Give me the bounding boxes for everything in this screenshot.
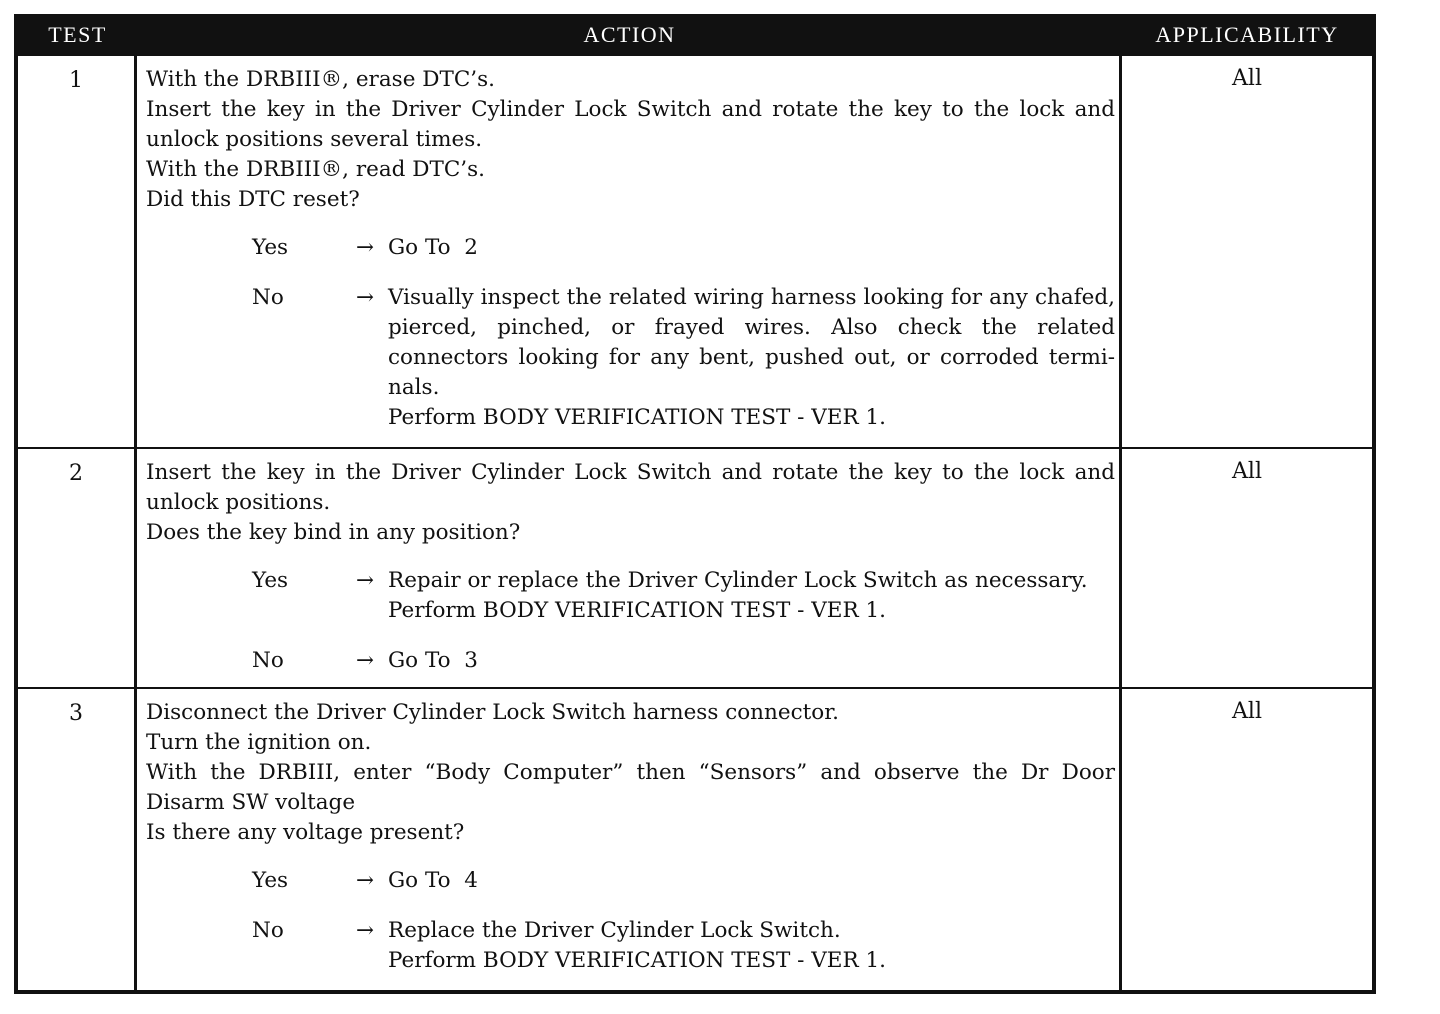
action-cell [137, 447, 1122, 687]
right-arrow-icon: → [355, 235, 374, 260]
result-line: Repair or replace the Driver Cylinder Lock Switch as necessary. [388, 568, 1088, 593]
right-arrow-icon: → [355, 568, 374, 593]
action-step: Disconnect the Driver Cylinder Lock Switch harness connector. [146, 700, 839, 725]
outcome-result [388, 233, 1115, 263]
action-step: With the DRBIII, enter “Body Computer” then “Sensors” and observe the Dr Door Disarm SW voltage [146, 760, 1115, 815]
test-number: 1 [18, 54, 137, 447]
result-line: Go To 2 [388, 235, 478, 260]
answer-label: Yes [252, 868, 289, 893]
answer-label: No [252, 285, 284, 310]
outcome-no [146, 283, 1122, 433]
outcome-yes [146, 866, 1115, 896]
result-line: Visually inspect the related wiring harness looking for any chafed, pierced, pinched, or frayed wires. Also check the related connectors looking for any bent, pushed out, or corroded termi-nals. [388, 285, 1122, 400]
answer-label: Yes [252, 568, 289, 593]
outcome-result [388, 866, 1115, 896]
outcome-yes [146, 566, 1115, 626]
action-step: Insert the key in the Driver Cylinder Lock Switch and rotate the key to the lock and unlock positions. [146, 460, 1115, 515]
outcome-yes [146, 233, 1115, 263]
applicability-value: All [1122, 54, 1372, 447]
action-step: Is there any voltage present? [146, 820, 465, 845]
result-line: Perform BODY VERIFICATION TEST - VER 1. [388, 598, 887, 623]
result-line: Perform BODY VERIFICATION TEST - VER 1. [388, 405, 887, 430]
header-applicability: APPLICABILITY [1122, 14, 1372, 54]
action-cell [137, 54, 1122, 447]
result-line: Go To 4 [388, 868, 478, 893]
header-action: ACTION [137, 14, 1122, 54]
action-cell [137, 687, 1122, 990]
action-step: Turn the ignition on. [146, 730, 372, 755]
test-number: 2 [18, 447, 137, 687]
action-step: With the DRBIII®, read DTC’s. [146, 157, 485, 182]
applicability-value: All [1122, 447, 1372, 687]
answer-label: No [252, 648, 284, 673]
action-step: Insert the key in the Driver Cylinder Lock Switch and rotate the key to the lock and unlock positions several times. [146, 97, 1115, 152]
right-arrow-icon: → [355, 285, 374, 310]
outcome-no [146, 646, 1115, 676]
outcome-no [146, 916, 1115, 976]
result-line: Go To 3 [388, 648, 478, 673]
action-step: Does the key bind in any position? [146, 520, 521, 545]
outcome-result [388, 283, 1122, 433]
result-line: Perform BODY VERIFICATION TEST - VER 1. [388, 948, 887, 973]
outcome-result [388, 916, 1115, 976]
answer-label: No [252, 918, 284, 943]
right-arrow-icon: → [355, 918, 374, 943]
applicability-value: All [1122, 687, 1372, 990]
test-number: 3 [18, 687, 137, 990]
action-step: Did this DTC reset? [146, 187, 360, 212]
right-arrow-icon: → [355, 868, 374, 893]
outcome-result [388, 646, 1115, 676]
action-step: With the DRBIII®, erase DTC’s. [146, 67, 495, 92]
header-test: TEST [18, 14, 137, 54]
diagnostic-test-table [14, 14, 1376, 994]
answer-label: Yes [252, 235, 289, 260]
outcome-result [388, 566, 1115, 626]
right-arrow-icon: → [355, 648, 374, 673]
result-line: Replace the Driver Cylinder Lock Switch. [388, 918, 841, 943]
